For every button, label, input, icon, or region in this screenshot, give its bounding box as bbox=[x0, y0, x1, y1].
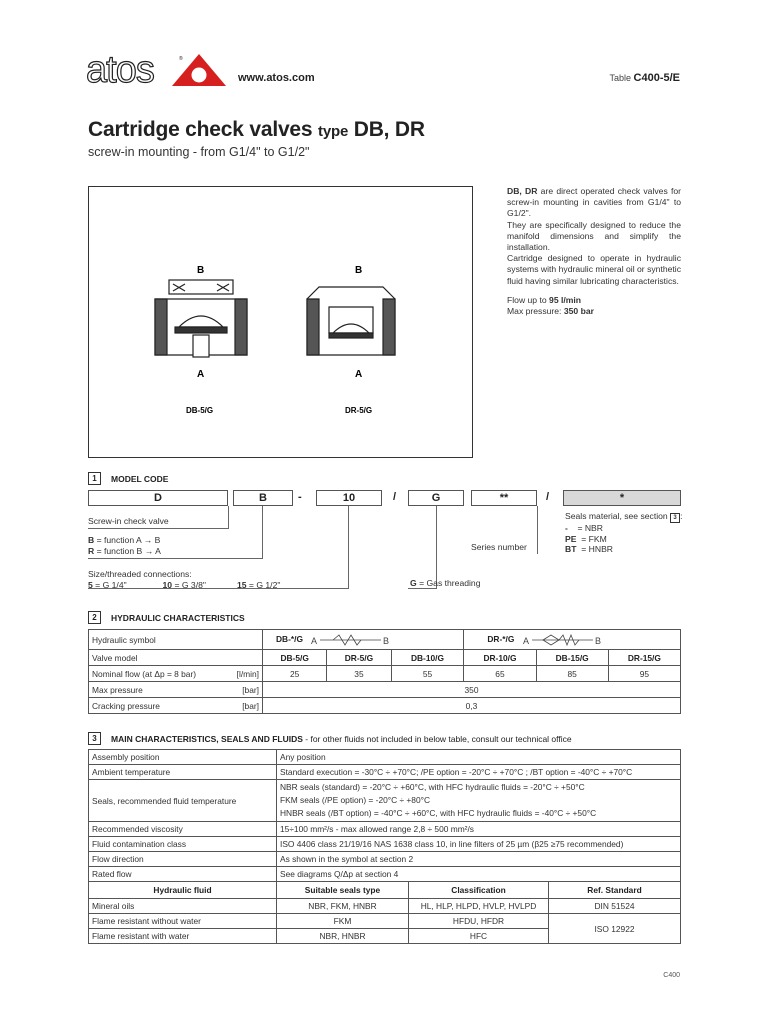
seals-options: Seals material, see section 3 : - = NBR PE = FKM BT = HNBR bbox=[565, 511, 683, 554]
check-valve-symbol-icon bbox=[523, 634, 603, 646]
flow-cell: 55 bbox=[391, 666, 464, 682]
svg-text:B: B bbox=[594, 635, 601, 646]
fluid-class: HL, HLP, HLPD, HVLP, HVLPD bbox=[409, 899, 549, 914]
atos-logo bbox=[86, 48, 236, 88]
char-label: Assembly position bbox=[89, 750, 277, 765]
char-label: Seals, recommended fluid temperature bbox=[89, 780, 277, 822]
fluid-name: Flame resistant with water bbox=[89, 929, 277, 944]
code-separator: / bbox=[546, 491, 550, 503]
cracking-pressure-value: 0,3 bbox=[263, 698, 681, 714]
db-port-b-label: B bbox=[197, 265, 205, 276]
flow-cell: 95 bbox=[608, 666, 680, 682]
char-value: 15÷100 mm²/s - max allowed range 2,8 ÷ 500 mm²/s bbox=[277, 822, 681, 837]
char-value: NBR seals (standard) = -20°C ÷ +60°C, with HFC hydraulic fluids = -20°C ÷ +50°C FKM seals (/PE option) = -20°C ÷ +80°C HNBR seals (/BT option) = -40°C ÷ +60°C, with HFC hydraulic fluids = -40°C ÷ +50°C bbox=[277, 780, 681, 822]
flow-cell: 85 bbox=[536, 666, 608, 682]
svg-text:®: ® bbox=[179, 56, 183, 62]
fluid-seals: NBR, FKM, HNBR bbox=[277, 899, 409, 914]
code-box-seals: * bbox=[563, 490, 681, 506]
valve-cross-section-drawing bbox=[89, 187, 472, 457]
fluid-standard: ISO 12922 bbox=[549, 914, 681, 944]
hydraulic-symbol-label: Hydraulic symbol bbox=[89, 630, 263, 650]
char-label: Recommended viscosity bbox=[89, 822, 277, 837]
model-cell: DR-5/G bbox=[327, 650, 391, 666]
valve-model-label: Valve model bbox=[89, 650, 263, 666]
code-box-size: 10 bbox=[316, 490, 382, 506]
db-port-a-label: A bbox=[197, 369, 205, 380]
series-number-label: Series number bbox=[471, 542, 527, 552]
fluid-seals: NBR, HNBR bbox=[277, 929, 409, 944]
flow-cell: 25 bbox=[263, 666, 327, 682]
main-characteristics-table bbox=[88, 749, 681, 944]
fluid-seals: FKM bbox=[277, 914, 409, 929]
flow-cell: 65 bbox=[464, 666, 536, 682]
char-value: Any position bbox=[277, 750, 681, 765]
char-label: Fluid contamination class bbox=[89, 837, 277, 852]
fluid-name: Flame resistant without water bbox=[89, 914, 277, 929]
thread-option: G = Gas threading bbox=[410, 578, 481, 588]
footer-code: C400 bbox=[663, 972, 680, 979]
cracking-pressure-label: Cracking pressure [bar] bbox=[89, 698, 263, 714]
bracket-thread bbox=[408, 506, 437, 589]
fluid-header: Classification bbox=[409, 882, 549, 899]
website-link[interactable]: www.atos.com bbox=[238, 72, 315, 84]
fluid-class: HFDU, HFDR bbox=[409, 914, 549, 929]
code-box-d: D bbox=[88, 490, 228, 506]
product-description: DB, DR are direct operated check valves for screw-in mounting in cavities from G1/4" to G1/2". They are specifically designed to reduce the manifold dimensions and simplify the installation. Cartridge designed to operate in hydraulic systems with hydraulic mineral oil or synthetic fluid having similar lubricating characteristics. Flow up to 95 l/min Max pressure: 350 bar bbox=[507, 186, 681, 317]
section-model-code-heading: 1 MODEL CODE bbox=[88, 472, 168, 485]
db-symbol-cell: DB-*/G A B bbox=[263, 630, 464, 650]
section-main-characteristics-heading: 3 MAIN CHARACTERISTICS, SEALS AND FLUIDS - for other fluids not included in below table, consult our technical office bbox=[88, 732, 572, 745]
code-separator: - bbox=[298, 491, 302, 503]
model-cell: DR-10/G bbox=[464, 650, 536, 666]
dr-symbol-cell: DR-*/G A B bbox=[464, 630, 681, 650]
page-title: Cartridge check valves type DB, DR bbox=[88, 118, 425, 141]
max-pressure-value: 350 bbox=[263, 682, 681, 698]
svg-text:A: A bbox=[522, 635, 529, 646]
valve-drawing-panel bbox=[88, 186, 473, 458]
model-cell: DB-5/G bbox=[263, 650, 327, 666]
fluid-class: HFC bbox=[409, 929, 549, 944]
flow-cell: 35 bbox=[327, 666, 391, 682]
code-separator: / bbox=[393, 491, 397, 503]
nominal-flow-label: Nominal flow (at Δp = 8 bar) [l/min] bbox=[89, 666, 263, 682]
char-label: Flow direction bbox=[89, 852, 277, 867]
check-valve-desc: Screw-in check valve bbox=[88, 516, 169, 526]
char-value: ISO 4406 class 21/19/16 NAS 1638 class 10, in line filters of 25 µm (β25 ≥75 recommended) bbox=[277, 837, 681, 852]
db-model-label: DB-5/G bbox=[186, 406, 214, 415]
char-value: See diagrams Q/Δp at section 4 bbox=[277, 867, 681, 882]
fluid-header: Suitable seals type bbox=[277, 882, 409, 899]
dr-port-a-label: A bbox=[355, 369, 363, 380]
model-cell: DB-15/G bbox=[536, 650, 608, 666]
fluid-name: Mineral oils bbox=[89, 899, 277, 914]
table-reference: Table C400-5/E bbox=[609, 72, 680, 84]
char-label: Rated flow bbox=[89, 867, 277, 882]
char-value: As shown in the symbol at section 2 bbox=[277, 852, 681, 867]
fluid-header: Ref. Standard bbox=[549, 882, 681, 899]
model-cell: DB-10/G bbox=[391, 650, 464, 666]
code-box-function: B bbox=[233, 490, 293, 506]
dr-model-label: DR-5/G bbox=[345, 406, 373, 415]
char-label: Ambient temperature bbox=[89, 765, 277, 780]
svg-text:B: B bbox=[383, 635, 390, 646]
fluid-header: Hydraulic fluid bbox=[89, 882, 277, 899]
svg-text:atos: atos bbox=[86, 49, 154, 88]
page-subtitle: screw-in mounting - from G1/4" to G1/2" bbox=[88, 145, 310, 159]
section-hydraulic-heading: 2 HYDRAULIC CHARACTERISTICS bbox=[88, 611, 245, 624]
svg-text:A: A bbox=[311, 635, 318, 646]
code-box-thread: G bbox=[408, 490, 464, 506]
function-options: B = function A → B R = function B → A bbox=[88, 535, 161, 556]
size-options: Size/threaded connections: 5 = G 1/4" 10 = G 3/8" 15 = G 1/2" bbox=[88, 569, 281, 590]
char-value: Standard execution = -30°C ÷ +70°C; /PE option = -20°C ÷ +70°C ; /BT option = -40°C ÷ +70°C bbox=[277, 765, 681, 780]
fluid-standard: DIN 51524 bbox=[549, 899, 681, 914]
dr-port-b-label: B bbox=[355, 265, 363, 276]
hydraulic-characteristics-table bbox=[88, 629, 681, 714]
model-cell: DR-15/G bbox=[608, 650, 680, 666]
code-box-series: ** bbox=[471, 490, 537, 506]
check-valve-symbol-icon bbox=[311, 634, 391, 646]
max-pressure-label: Max pressure [bar] bbox=[89, 682, 263, 698]
